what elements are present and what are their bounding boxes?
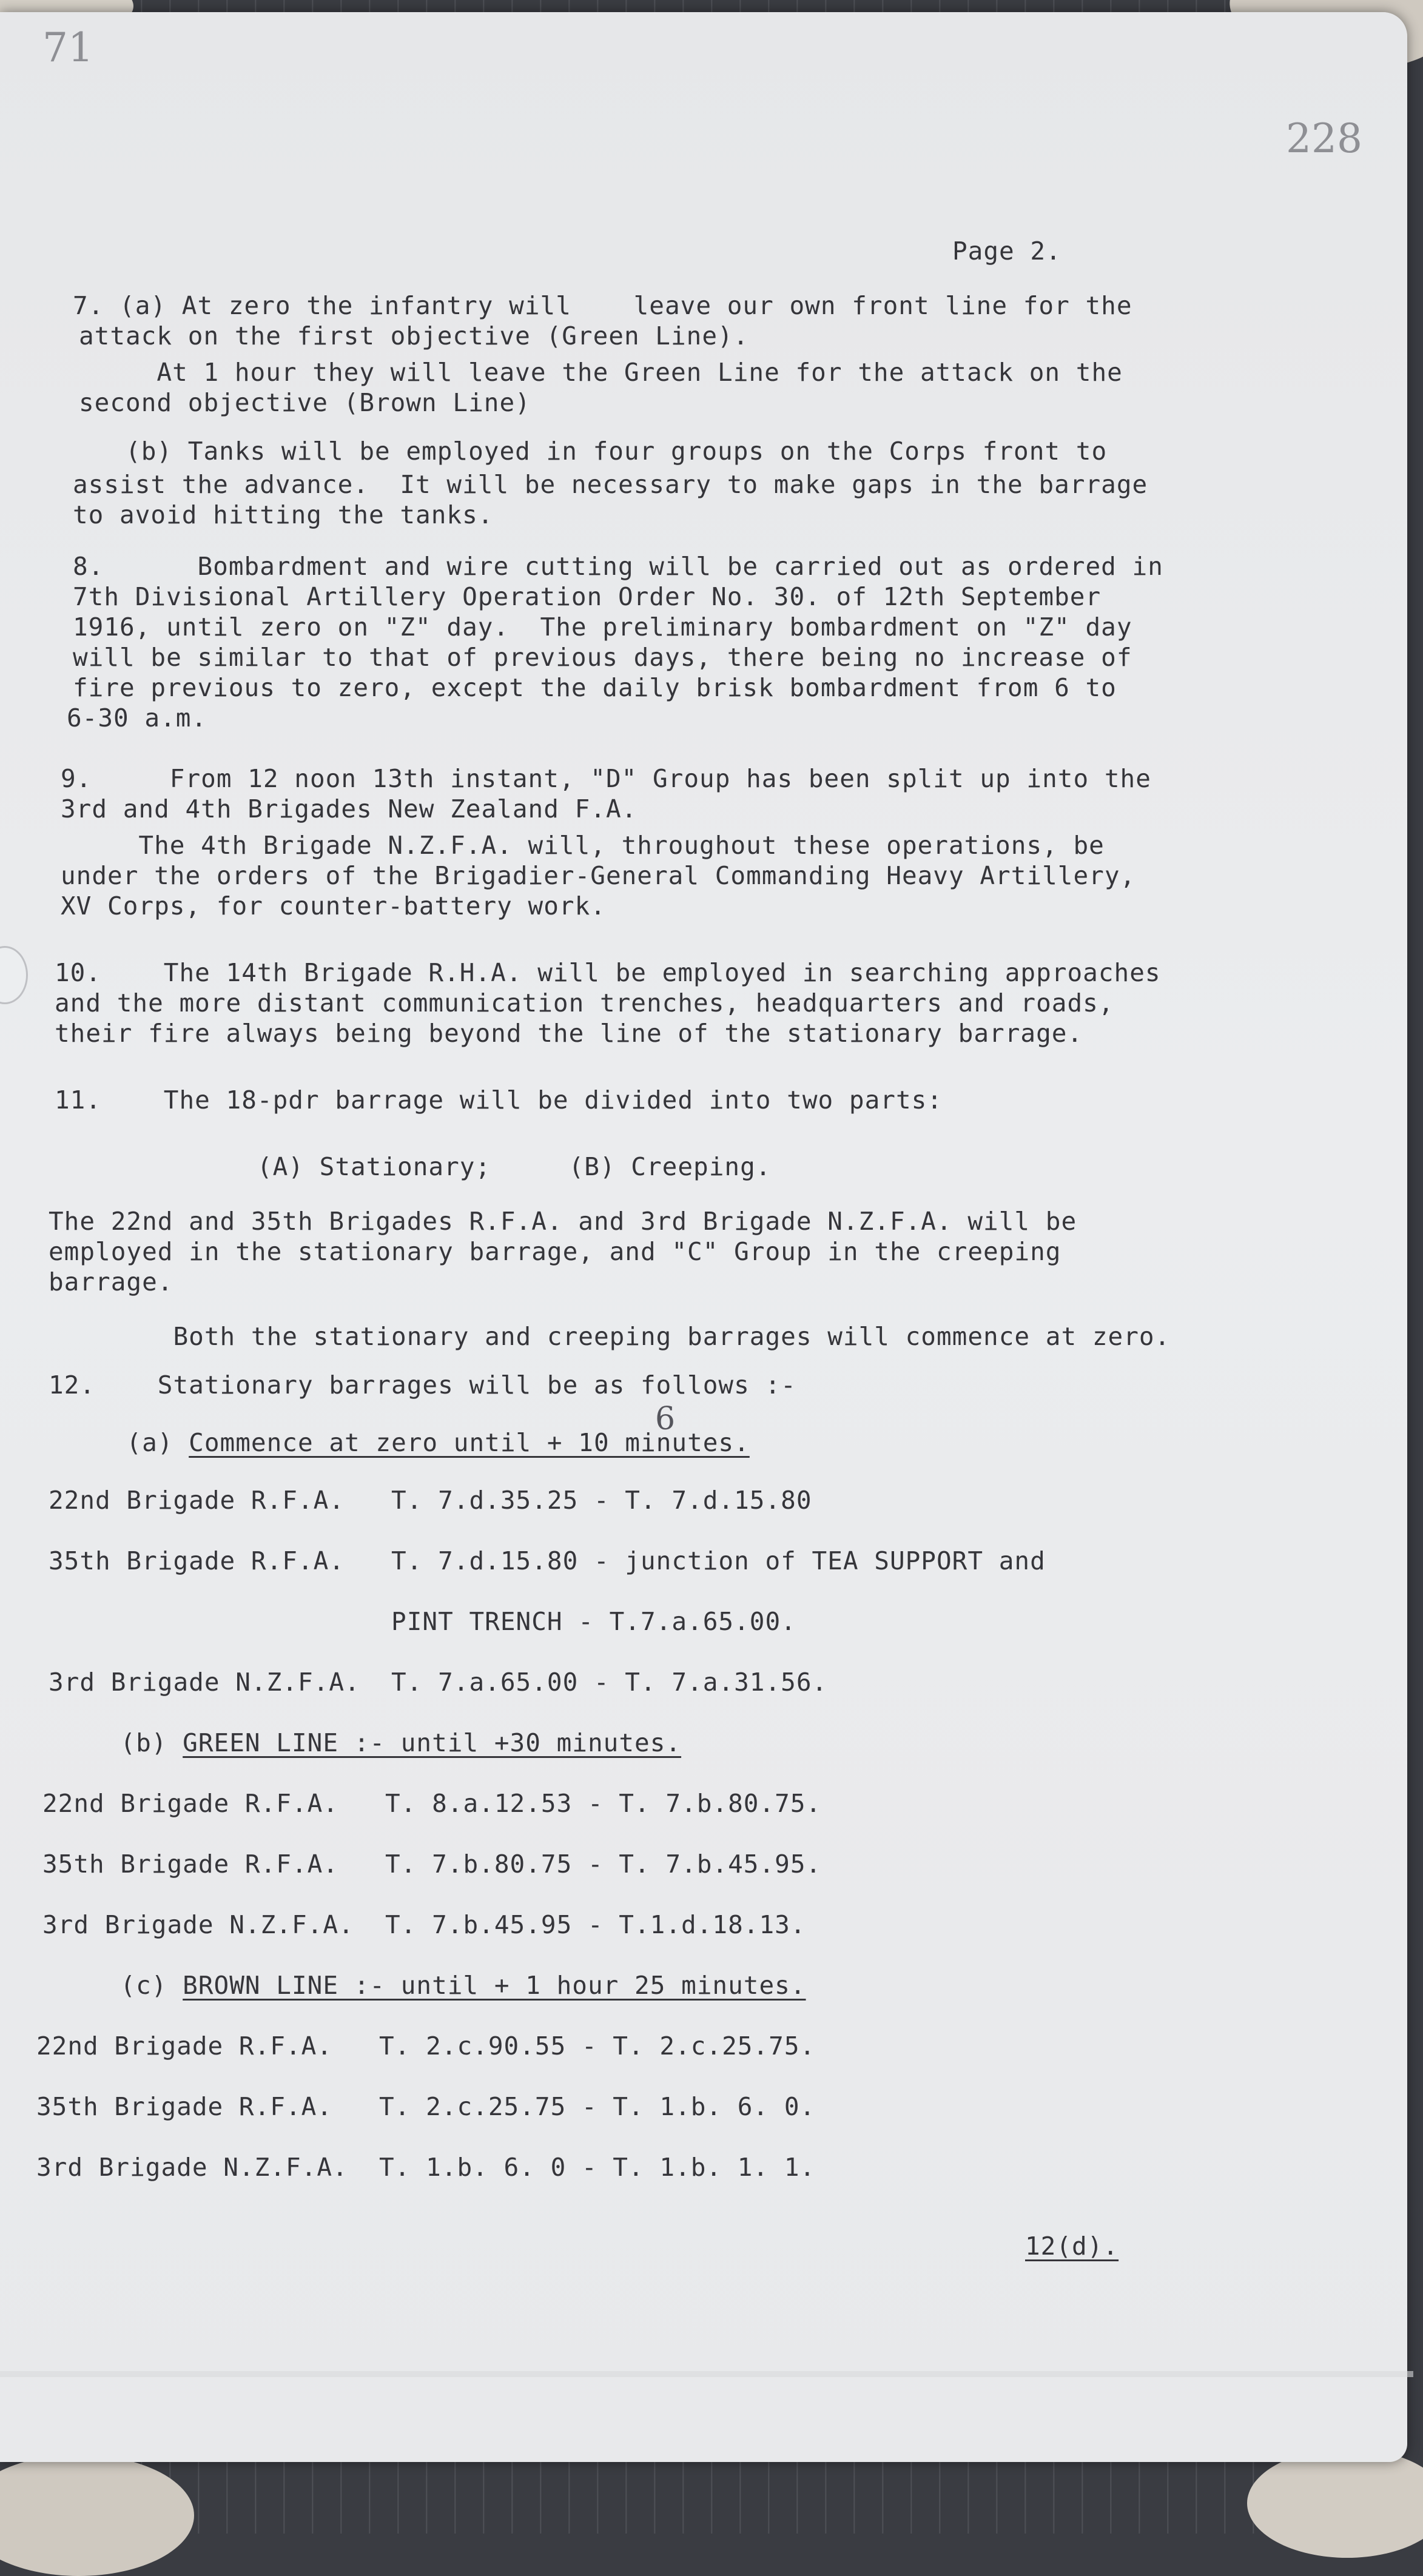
para7-line: (b) Tanks will be employed in four groups on the Corps front to: [79, 437, 1108, 466]
para11-line: (A) Stationary; (B) Creeping.: [55, 1152, 772, 1181]
handwritten-correction: 6: [655, 1401, 676, 1437]
para7-line: second objective (Brown Line): [79, 388, 531, 417]
para11-line: 11. The 18-pdr barrage will be divided into two parts:: [55, 1085, 943, 1115]
barrage-row: 3rd Brigade N.Z.F.A. T. 1.b. 6. 0 - T. 1.b. 1. 1.: [36, 2153, 816, 2182]
barrage-row: 35th Brigade R.F.A. T. 7.b.80.75 - T. 7.b.45.95.: [42, 1850, 822, 1879]
section-c-prefix: (c): [42, 1971, 183, 2000]
section-c-title: BROWN LINE :- until + 1 hour 25 minutes.: [183, 1971, 806, 2000]
barrage-row: PINT TRENCH - T.7.a.65.00.: [49, 1607, 796, 1636]
page-edge: [0, 2371, 1413, 2377]
barrage-row: 3rd Brigade N.Z.F.A. T. 7.a.65.00 - T. 7.a.31.56.: [49, 1668, 828, 1697]
barrage-row: 22nd Brigade R.F.A. T. 2.c.90.55 - T. 2.c.25.75.: [36, 2031, 816, 2061]
para7-line: assist the advance. It will be necessary to make gaps in the barrage: [73, 470, 1148, 499]
para7-line: 7. (a) At zero the infantry will leave our own front line for the: [73, 291, 1132, 320]
para12-intro: 12. Stationary barrages will be as follows :-: [49, 1370, 796, 1400]
para9-line: 9. From 12 noon 13th instant, "D" Group has been split up into the: [61, 764, 1151, 793]
para8-line: 1916, until zero on "Z" day. The preliminary bombardment on "Z" day: [73, 612, 1132, 642]
para10-line: 10. The 14th Brigade R.H.A. will be employed in searching approaches: [55, 958, 1161, 987]
section-b-prefix: (b): [42, 1728, 183, 1757]
para8-line: fire previous to zero, except the daily brisk bombardment from 6 to: [73, 673, 1117, 702]
barrage-row: 22nd Brigade R.F.A. T. 7.d.35.25 - T. 7.d.15.80: [49, 1486, 812, 1515]
para11-line: employed in the stationary barrage, and "C" Group in the creeping: [49, 1237, 1061, 1266]
punch-hole: [0, 946, 28, 1004]
section-a-heading: [49, 1428, 750, 1457]
archive-mark-left: 71: [42, 24, 93, 71]
para11-line: The 22nd and 35th Brigades R.F.A. and 3rd Brigade N.Z.F.A. will be: [49, 1207, 1077, 1236]
section-c-heading: [42, 1971, 806, 2000]
section-b-heading: [42, 1728, 681, 1757]
barrage-row: 35th Brigade R.F.A. T. 7.d.15.80 - junction of TEA SUPPORT and: [49, 1546, 1046, 1575]
barrage-row: 3rd Brigade N.Z.F.A. T. 7.b.45.95 - T.1.d.18.13.: [42, 1910, 806, 1939]
para7-line: At 1 hour they will leave the Green Line for the attack on the: [79, 358, 1123, 387]
para8-line: 6-30 a.m.: [67, 703, 207, 733]
page-heading: Page 2.: [952, 236, 1061, 266]
para8-line: will be similar to that of previous days, there being no increase of: [73, 643, 1132, 672]
para10-line: and the more distant communication trenches, headquarters and roads,: [55, 988, 1114, 1018]
catchword: 12(d).: [1025, 2232, 1119, 2261]
document-page: [0, 12, 1407, 2462]
section-b-title: GREEN LINE :- until +30 minutes.: [183, 1728, 682, 1757]
para9-line: The 4th Brigade N.Z.F.A. will, throughout these operations, be: [61, 831, 1105, 860]
para7-line: to avoid hitting the tanks.: [73, 500, 494, 529]
folio-number: 228: [1286, 115, 1362, 162]
barrage-row: 22nd Brigade R.F.A. T. 8.a.12.53 - T. 7.b.80.75.: [42, 1789, 822, 1818]
para10-line: their fire always being beyond the line of the stationary barrage.: [55, 1019, 1083, 1048]
para8-line: 7th Divisional Artillery Operation Order No. 30. of 12th September: [73, 582, 1102, 611]
para9-line: XV Corps, for counter-battery work.: [61, 891, 606, 921]
para11-line: barrage.: [49, 1267, 173, 1296]
section-a-prefix: (a): [49, 1428, 189, 1457]
para7-line: attack on the first objective (Green Line).: [79, 321, 749, 351]
barrage-row: 35th Brigade R.F.A. T. 2.c.25.75 - T. 1.b. 6. 0.: [36, 2092, 816, 2121]
para11-line: Both the stationary and creeping barrages will commence at zero.: [49, 1322, 1171, 1351]
para9-line: under the orders of the Brigadier-General Commanding Heavy Artillery,: [61, 861, 1136, 890]
para8-line: 8. Bombardment and wire cutting will be carried out as ordered in: [73, 552, 1163, 581]
para9-line: 3rd and 4th Brigades New Zealand F.A.: [61, 794, 637, 823]
section-a-title: Commence at zero until + 10 minutes.: [189, 1428, 750, 1457]
